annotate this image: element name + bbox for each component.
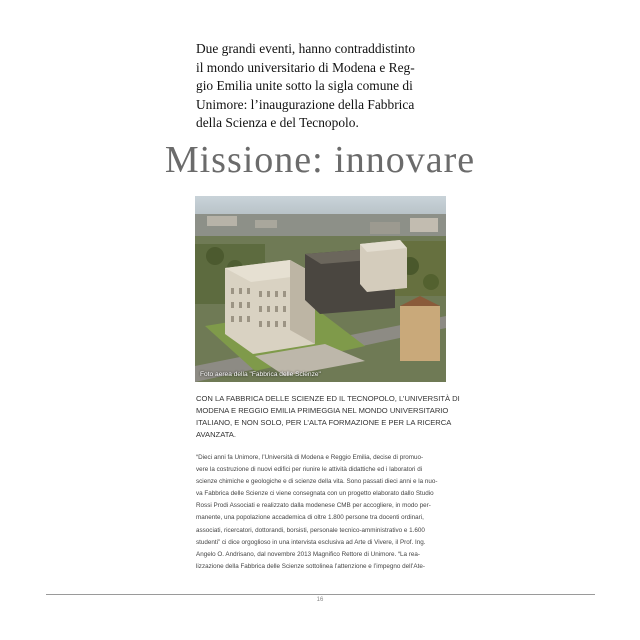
lead-paragraph <box>196 393 460 441</box>
body-line: vere la costruzione di nuovi edifici per riunire le attività didattiche ed i laboratori di <box>196 466 423 474</box>
body-line: scienze chimiche e geologiche e di scienze della vita. Sono passati dieci anni e la nuo- <box>196 478 438 486</box>
body-line: va Fabbrica delle Scienze ci viene consegnata con un progetto elaborato dallo Studio <box>196 490 434 498</box>
lead-line: AVANZATA. <box>196 430 236 439</box>
intro-line: della Scienza e del Tecnopolo. <box>196 115 359 131</box>
body-line: studenti” ci dice orgoglioso in una intervista esclusiva ad Arte di Vivere, il Prof. Ing. <box>196 538 426 546</box>
body-line: Rossi Prodi Associati e realizzato dalla modenese CMB per accogliere, in modo per- <box>196 502 431 510</box>
page-number: 16 <box>316 597 324 603</box>
photo-caption: Foto aerea della "Fabbrica delle Scienze" <box>200 371 321 378</box>
intro-line: Due grandi eventi, hanno contraddistinto <box>196 41 416 56</box>
intro-paragraph <box>196 40 451 133</box>
lead-line: CON LA FABBRICA DELLE SCIENZE ED IL TECNOPOLO, L’UNIVERSITÀ DI <box>196 394 460 403</box>
aerial-photo-illustration <box>195 196 446 382</box>
aerial-photo <box>195 196 446 382</box>
footer-divider <box>46 594 595 595</box>
body-line: associati, ricercatori, dottorandi, borsisti, personale tecnico-amministrativo e 1.600 <box>196 526 425 534</box>
body-line: Angelo O. Andrisano, dal novembre 2013 Magnifico Rettore di Unimore. “La rea- <box>196 550 421 558</box>
lead-line: ITALIANO, E NON SOLO, PER L’ALTA FORMAZIONE E PER LA RICERCA <box>196 418 452 427</box>
intro-line: gio Emilia unite sotto la sigla comune di <box>196 78 413 94</box>
body-paragraph <box>196 452 448 573</box>
body-line: manente, una popolazione accademica di oltre 1.800 persone tra docenti ordinari, <box>196 514 424 522</box>
article-title: Missione: innovare <box>164 139 476 181</box>
intro-line: il mondo universitario di Modena e Reg- <box>196 59 415 75</box>
body-line: “Dieci anni fa Unimore, l’Università di Modena e Reggio Emilia, decise di promuo- <box>196 454 424 461</box>
body-line: lizzazione della Fabbrica delle Scienze sottolinea l’attenzione e l’impegno dell’Ate- <box>196 562 425 570</box>
intro-line: Unimore: l’inaugurazione della Fabbrica <box>196 96 415 112</box>
lead-line: MODENA E REGGIO EMILIA PRIMEGGIA NEL MONDO UNIVERSITARIO <box>196 406 449 415</box>
